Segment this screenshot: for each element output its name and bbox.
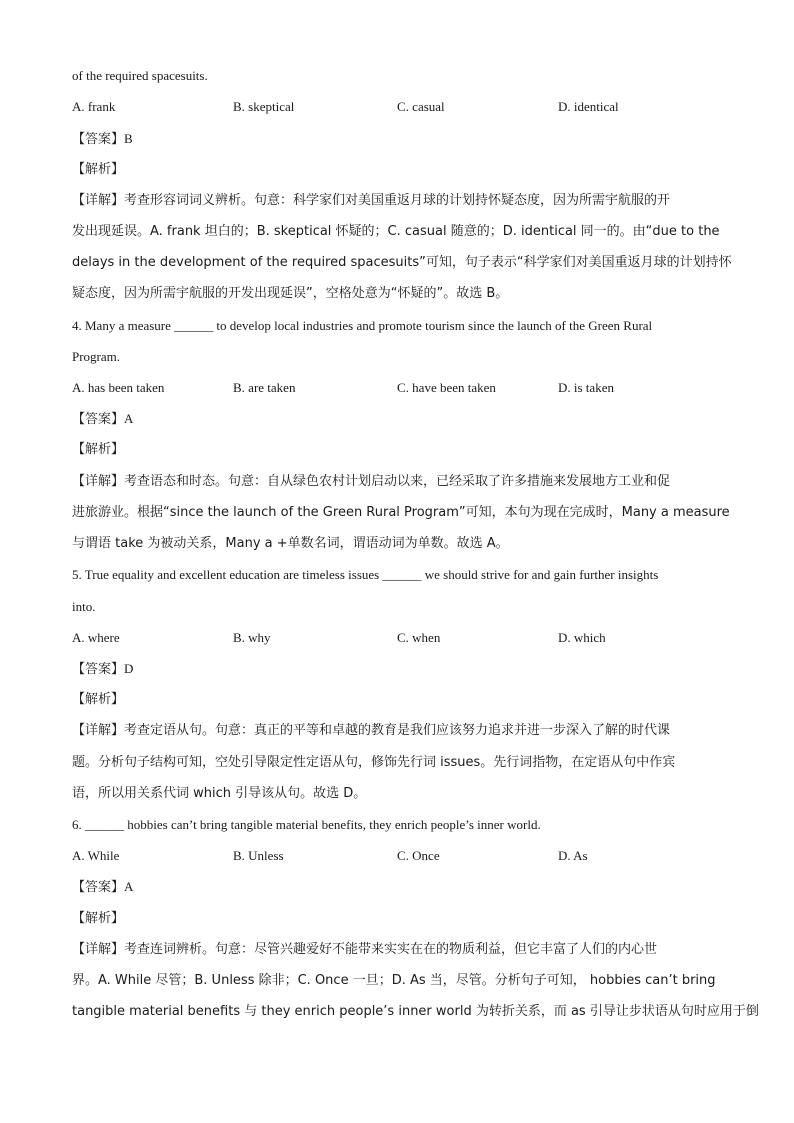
question-4-answer [72, 410, 720, 429]
question-4-options [72, 379, 732, 397]
question-3-detail-line: 发出现延误。A. frank 坦白的；B. skeptical 怀疑的；C. casual 随意的；D. identical 同一的。由“due to the [72, 224, 720, 239]
question-5-stem: 5. True equality and excellent education are timeless issues ______ we should strive for and gain further insights [72, 567, 659, 582]
option-b: B. why [233, 630, 271, 645]
answer-value: A [124, 879, 134, 894]
question-6-detail-line: 界。A. While 尽管；B. Unless 除非；C. Once 一旦；D. As 当，尽管。分析句子可知， hobbies can’t bring [72, 973, 716, 988]
answer-label: 【答案】 [72, 662, 125, 677]
question-5-analysis-label: 【解析】 [72, 692, 125, 707]
question-3-options [72, 98, 732, 116]
question-3-detail-line: delays in the development of the required spacesuits”可知，句子表示“科学家们对美国重返月球的计划持怀 [72, 255, 732, 270]
question-5-options [72, 629, 732, 647]
question-6-analysis-label: 【解析】 [72, 911, 125, 926]
question-6-detail-line: tangible material benefits 与 they enrich people’s inner world 为转折关系，而 as 引导让步状语从句时应用于倒 [72, 1004, 759, 1019]
question-3-stem-tail: of the required spacesuits. [72, 68, 208, 83]
option-b: B. Unless [233, 848, 284, 863]
question-5-detail-line: 语，所以用关系代词 which 引导该从句。故选 D。 [72, 786, 367, 801]
option-d: D. identical [558, 99, 619, 114]
answer-value: D [124, 661, 134, 676]
question-4-analysis-label: 【解析】 [72, 442, 125, 457]
question-5-detail-line: 【详解】考查定语从句。句意：真正的平等和卓越的教育是我们应该努力追求并进一步深入了解的时代课 [72, 723, 671, 738]
option-d: D. As [558, 848, 588, 863]
option-b: B. skeptical [233, 99, 295, 114]
answer-label: 【答案】 [72, 880, 125, 895]
option-c: C. have been taken [397, 380, 496, 395]
option-a: A. has been taken [72, 380, 165, 395]
question-4-stem: 4. Many a measure ______ to develop local industries and promote tourism since the launch of the Green Rural [72, 318, 653, 333]
question-6-detail-line: 【详解】考查连词辨析。句意：尽管兴趣爱好不能带来实实在在的物质利益，但它丰富了人们的内心世 [72, 942, 658, 957]
answer-label: 【答案】 [72, 412, 125, 427]
answer-value: B [124, 131, 133, 146]
question-4-detail-line: 进旅游业。根据“since the launch of the Green Rural Program”可知，本句为现在完成时，Many a measure [72, 505, 730, 520]
question-3-detail-line: 疑态度，因为所需宇航服的开发出现延误”，空格处意为“怀疑的”。故选 B。 [72, 286, 509, 301]
option-a: A. where [72, 630, 120, 645]
option-a: A. While [72, 848, 120, 863]
option-d: D. which [558, 630, 606, 645]
question-5-stem: into. [72, 599, 96, 614]
option-c: C. Once [397, 848, 440, 863]
option-a: A. frank [72, 99, 116, 114]
question-6-stem: 6. ______ hobbies can’t bring tangible material benefits, they enrich people’s inner world. [72, 817, 541, 832]
answer-value: A [124, 411, 134, 426]
answer-label: 【答案】 [72, 132, 125, 147]
question-6-options [72, 847, 732, 865]
question-3-analysis-label: 【解析】 [72, 162, 125, 177]
question-3-answer [72, 130, 720, 149]
question-6-answer [72, 878, 720, 897]
question-4-detail-line: 【详解】考查语态和时态。句意：自从绿色农村计划启动以来，已经采取了许多措施来发展地方工业和促 [72, 474, 671, 489]
option-c: C. casual [397, 99, 445, 114]
question-5-detail-line: 题。分析句子结构可知，空处引导限定性定语从句，修饰先行词 issues。先行词指物，在定语从句中作宾 [72, 755, 676, 770]
option-d: D. is taken [558, 380, 614, 395]
question-4-stem: Program. [72, 349, 121, 364]
question-5-answer [72, 660, 720, 679]
question-3-detail-line: 【详解】考查形容词词义辨析。句意：科学家们对美国重返月球的计划持怀疑态度，因为所需宇航服的开 [72, 193, 671, 208]
option-b: B. are taken [233, 380, 296, 395]
question-4-detail-line: 与谓语 take 为被动关系，Many a +单数名词，谓语动词为单数。故选 A。 [72, 536, 509, 551]
option-c: C. when [397, 630, 441, 645]
